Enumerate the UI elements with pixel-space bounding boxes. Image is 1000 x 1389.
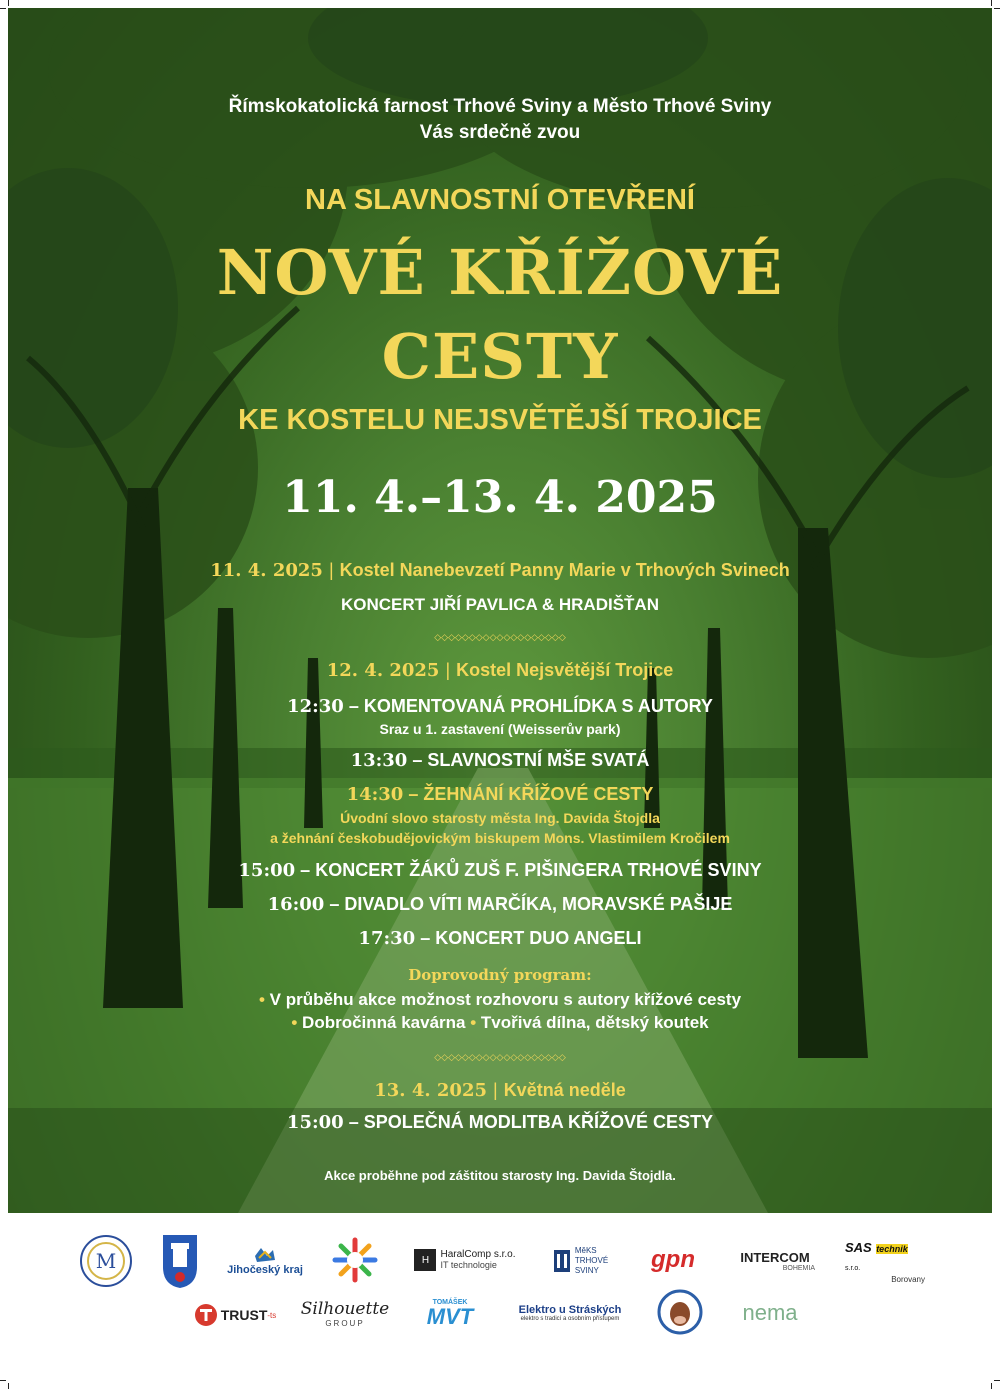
colorful-star-logo	[330, 1233, 380, 1287]
title-line-2: CESTY	[381, 320, 619, 393]
program-time: 17:30	[358, 928, 416, 949]
intercom-label: INTERCOM	[740, 1250, 810, 1265]
side-program-text: Dobročinná kavárna	[302, 1013, 466, 1032]
silhouette-group-logo	[300, 1291, 390, 1335]
day2-date: 12. 4. 2025	[326, 660, 440, 681]
dash: –	[412, 750, 423, 770]
subtitle-line: KE KOSTELU NEJSVĚTĚJŠÍ TROJICE	[238, 404, 762, 436]
side-program-line	[8, 1013, 992, 1033]
cow-badge-logo	[655, 1287, 705, 1337]
bullet: •	[258, 990, 265, 1009]
program-time: 16:00	[267, 894, 325, 915]
crop-mark	[994, 8, 1000, 9]
program-time: 15:00	[286, 1112, 344, 1133]
program-item	[8, 860, 992, 881]
occasion-line: NA SLAVNOSTNÍ OTEVŘENÍ	[305, 184, 695, 216]
meks-line: TRHOVÉ	[574, 1256, 609, 1265]
meks-line: SVINY	[574, 1266, 599, 1275]
haralcomp-mark: H	[414, 1249, 436, 1271]
crop-mark	[0, 8, 6, 9]
patronage-note: Akce proběhne pod záštitou starosty Ing. Davida Štojdla.	[324, 1168, 676, 1183]
mvt-top: TOMÁŠEK	[432, 1298, 468, 1306]
strasky-label: Elektro u Stráských	[518, 1304, 622, 1316]
gpn-logo	[640, 1245, 706, 1275]
program-item	[8, 928, 992, 949]
title-line-1: NOVÉ KŘÍŽOVÉ	[216, 236, 784, 309]
day2-place: Kostel Nejsvětější Trojice	[456, 660, 674, 680]
day1-header	[8, 560, 992, 581]
day3-date: 13. 4. 2025	[374, 1080, 487, 1101]
haralcomp-name: HaralComp s.r.o.	[440, 1249, 516, 1260]
program-title: SPOLEČNÁ MODLITBA KŘÍŽOVÉ CESTY	[363, 1112, 714, 1132]
program-title: ŽEHNÁNÍ KŘÍŽOVÉ CESTY	[423, 784, 654, 804]
program-title: SLAVNOSTNÍ MŠE SVATÁ	[427, 750, 650, 770]
svg-text:M: M	[95, 1249, 117, 1273]
side-program-text: V průběhu akce možnost rozhovoru s autory křížové cesty	[269, 990, 742, 1009]
program-item	[8, 750, 992, 771]
elektro-strasky-logo	[510, 1295, 630, 1331]
day2-header	[8, 660, 992, 681]
dash: –	[420, 928, 431, 948]
day3-header	[8, 1080, 992, 1101]
dash: –	[348, 696, 359, 716]
program-title: KONCERT ŽÁKŮ ZUŠ F. PIŠINGERA TRHOVÉ SVINY	[315, 860, 762, 880]
program-time: 12:30	[287, 696, 344, 717]
invitation-content	[8, 8, 992, 1213]
dates-line: 11. 4.–13. 4. 2025	[282, 472, 718, 523]
trust-ts: -ts	[267, 1310, 277, 1320]
tomasek-mvt-logo	[410, 1291, 490, 1335]
separator-bar: |	[493, 1080, 498, 1100]
sas-label: SAS	[845, 1239, 872, 1255]
program-item	[8, 696, 992, 717]
crop-mark	[991, 0, 992, 6]
meks-line: MěKS	[574, 1246, 597, 1255]
parish-seal-logo	[78, 1233, 134, 1289]
program-item	[8, 784, 992, 805]
sas-sro: s.r.o.	[845, 1264, 861, 1272]
day1-event: KONCERT JIŘÍ PAVLICA & HRADIŠŤAN	[341, 595, 659, 614]
day1-place: Kostel Nanebevzetí Panny Marie v Trhových Svinech	[339, 560, 790, 580]
sponsor-logos	[0, 1225, 1000, 1385]
program-note: Úvodní slovo starosty města Ing. Davida Štojdla	[340, 810, 660, 826]
sas-technik-logo	[845, 1239, 925, 1284]
town-coat-of-arms-logo	[160, 1231, 200, 1291]
side-program-title: Doprovodný program:	[408, 966, 592, 984]
haralcomp-logo	[410, 1245, 520, 1275]
dash: –	[348, 1112, 359, 1132]
day3-place: Květná neděle	[503, 1080, 626, 1100]
silhouette-sub: GROUP	[325, 1318, 365, 1328]
side-program-line	[8, 990, 992, 1010]
divider-1: ◇◇◇◇◇◇◇◇◇◇◇◇◇◇◇◇◇◇◇	[434, 632, 566, 642]
crop-mark	[8, 1383, 9, 1389]
bullet: •	[470, 1013, 477, 1032]
invite-line: Vás srdečně zvou	[419, 122, 581, 143]
sas-technik: technik	[876, 1243, 908, 1254]
program-title: KOMENTOVANÁ PROHLÍDKA S AUTORY	[363, 696, 713, 716]
jihocesky-kraj-logo	[225, 1239, 305, 1283]
silhouette-label: Silhouette	[300, 1298, 390, 1319]
program-title: KONCERT DUO ANGELI	[435, 928, 642, 948]
divider-2: ◇◇◇◇◇◇◇◇◇◇◇◇◇◇◇◇◇◇◇	[434, 1052, 566, 1062]
gpn-label: gpn	[651, 1246, 695, 1273]
day1-date: 11. 4. 2025	[210, 560, 323, 581]
program-time: 13:30	[350, 750, 408, 771]
crop-mark	[991, 1383, 992, 1389]
nema-logo	[730, 1291, 810, 1335]
dash: –	[329, 894, 340, 914]
strasky-sub: elektro s tradicí a osobním přístupem	[520, 1316, 620, 1322]
trust-label: TRUST	[220, 1307, 268, 1323]
program-note: a žehnání českobudějovickým biskupem Mons. Vlastimilem Kročilem	[270, 830, 730, 846]
mvt-label: MVT	[426, 1303, 474, 1329]
sas-place: Borovany	[891, 1274, 925, 1284]
intercom-sub: BOHEMIA	[782, 1265, 815, 1272]
crop-mark	[0, 1380, 6, 1381]
intercom-logo	[735, 1245, 815, 1277]
bullet: •	[291, 1013, 298, 1032]
dash: –	[300, 860, 311, 880]
side-program-text: Tvořivá dílna, dětský koutek	[480, 1013, 709, 1032]
program-time: 15:00	[238, 860, 296, 881]
inviter-line: Římskokatolická farnost Trhové Sviny a Město Trhové Sviny	[228, 96, 772, 117]
program-title: DIVADLO VÍTI MARČÍKA, MORAVSKÉ PAŠIJE	[344, 894, 733, 914]
kraj-label: Jihočeský kraj	[227, 1264, 303, 1276]
haralcomp-sub: IT technologie	[440, 1260, 497, 1270]
meks-logo	[545, 1241, 615, 1281]
dash: –	[408, 784, 419, 804]
separator-bar: |	[445, 660, 451, 680]
separator-bar: |	[328, 560, 334, 580]
crop-mark	[994, 1380, 1000, 1381]
poster	[8, 8, 992, 1213]
program-note: Sraz u 1. zastavení (Weisserův park)	[379, 721, 621, 737]
program-item	[8, 894, 992, 915]
trust-ts-logo	[190, 1295, 280, 1335]
nema-label: nema	[742, 1300, 798, 1325]
day3-event-line	[8, 1112, 992, 1133]
crop-mark	[8, 0, 9, 6]
program-time: 14:30	[346, 784, 404, 805]
